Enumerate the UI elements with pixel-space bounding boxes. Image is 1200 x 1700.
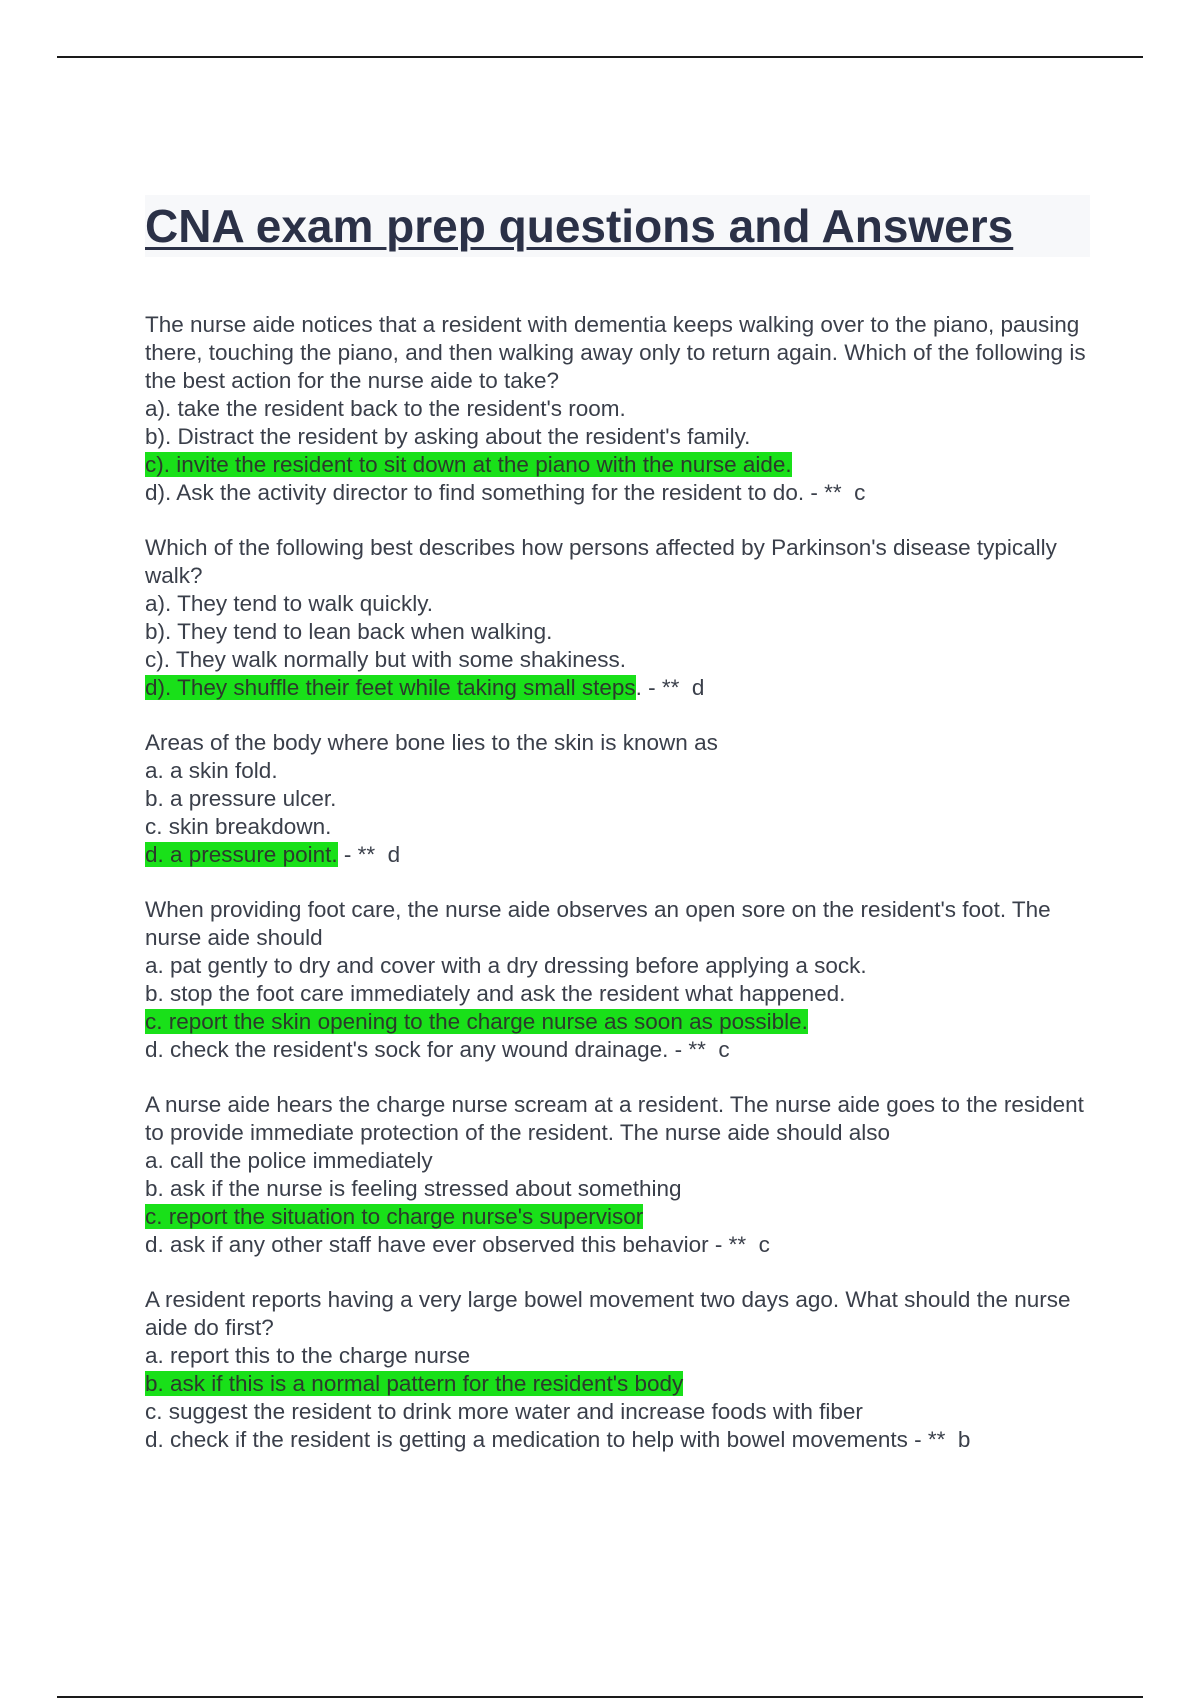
question-text: A nurse aide hears the charge nurse scream at a resident. The nurse aide goes to the resident to provide immediate protection of the resident. The nurse aide should also	[145, 1092, 1084, 1145]
document-body	[145, 195, 1090, 1481]
option-label: d. check if the resident is getting a medication to help with bowel movements	[145, 1427, 908, 1452]
question-block	[145, 896, 1090, 1064]
answer-option	[145, 590, 1090, 618]
option-label: a). They tend to walk quickly.	[145, 591, 434, 616]
option-label: c). They walk normally but with some shakiness.	[145, 647, 627, 672]
document-title: CNA exam prep questions and Answers	[145, 195, 1090, 257]
answer-option	[145, 1342, 1090, 1370]
option-label: b). Distract the resident by asking about the resident's family.	[145, 424, 751, 449]
option-label: d). Ask the activity director to find something for the resident to do.	[145, 480, 805, 505]
option-label: a). take the resident back to the resident's room.	[145, 396, 626, 421]
top-rule	[57, 56, 1143, 58]
answer-key: - ** d	[337, 842, 401, 867]
option-label: a. call the police immediately	[145, 1148, 433, 1173]
answer-option	[145, 952, 1090, 980]
answer-option	[145, 423, 1090, 451]
answer-option	[145, 1426, 1090, 1454]
option-label: d. check the resident's sock for any wound drainage.	[145, 1037, 669, 1062]
question-block	[145, 729, 1090, 869]
correct-answer-option	[145, 674, 1090, 702]
highlighted-answer: c. report the situation to charge nurse's supervisor	[145, 1204, 644, 1229]
answer-option	[145, 1036, 1090, 1064]
answer-option	[145, 1175, 1090, 1203]
question-text: When providing foot care, the nurse aide observes an open sore on the resident's foot. The nurse aide should	[145, 897, 1051, 950]
answer-key: - ** c	[668, 1037, 730, 1062]
highlighted-answer: c). invite the resident to sit down at the piano with the nurse aide.	[145, 452, 792, 477]
highlighted-answer: d. a pressure point.	[145, 842, 338, 867]
question-text: Which of the following best describes how persons affected by Parkinson's disease typically walk?	[145, 535, 1057, 588]
answer-option	[145, 618, 1090, 646]
answer-option	[145, 1231, 1090, 1259]
correct-answer-option	[145, 1370, 1090, 1398]
answer-option	[145, 1147, 1090, 1175]
option-label: b). They tend to lean back when walking.	[145, 619, 553, 644]
question-block	[145, 534, 1090, 702]
answer-option	[145, 1398, 1090, 1426]
option-label: a. a skin fold.	[145, 758, 278, 783]
question-text: A resident reports having a very large bowel movement two days ago. What should the nurse aide do first?	[145, 1287, 1071, 1340]
correct-answer-option	[145, 451, 1090, 479]
answer-option	[145, 980, 1090, 1008]
highlighted-answer: c. report the skin opening to the charge nurse as soon as possible.	[145, 1009, 808, 1034]
correct-answer-option	[145, 1008, 1090, 1036]
question-block	[145, 311, 1090, 507]
answer-option	[145, 757, 1090, 785]
option-label: d. ask if any other staff have ever observed this behavior	[145, 1232, 709, 1257]
question-text: The nurse aide notices that a resident with dementia keeps walking over to the piano, pausing there, touching the piano, and then walking away only to return again. Which of the following is the best action for the nurse aide to take?	[145, 312, 1086, 393]
question-text: Areas of the body where bone lies to the skin is known as	[145, 730, 718, 755]
answer-key: - ** c	[804, 480, 866, 505]
highlighted-answer: d). They shuffle their feet while taking small steps	[145, 675, 636, 700]
answer-option	[145, 646, 1090, 674]
correct-answer-option	[145, 1203, 1090, 1231]
option-label: c. skin breakdown.	[145, 814, 332, 839]
answer-option	[145, 785, 1090, 813]
answer-key: - ** c	[708, 1232, 770, 1257]
answer-key: - ** b	[907, 1427, 971, 1452]
highlighted-answer: b. ask if this is a normal pattern for the resident's body	[145, 1371, 684, 1396]
answer-option	[145, 479, 1090, 507]
answer-option	[145, 395, 1090, 423]
option-label: a. report this to the charge nurse	[145, 1343, 471, 1368]
option-label: b. a pressure ulcer.	[145, 786, 337, 811]
option-label: b. stop the foot care immediately and ask the resident what happened.	[145, 981, 846, 1006]
option-label: c. suggest the resident to drink more water and increase foods with fiber	[145, 1399, 863, 1424]
answer-key: . - ** d	[635, 675, 705, 700]
answer-option	[145, 813, 1090, 841]
correct-answer-option	[145, 841, 1090, 869]
question-block	[145, 1091, 1090, 1259]
option-label: b. ask if the nurse is feeling stressed about something	[145, 1176, 682, 1201]
option-label: a. pat gently to dry and cover with a dry dressing before applying a sock.	[145, 953, 867, 978]
question-block	[145, 1286, 1090, 1454]
bottom-rule	[57, 1696, 1143, 1698]
